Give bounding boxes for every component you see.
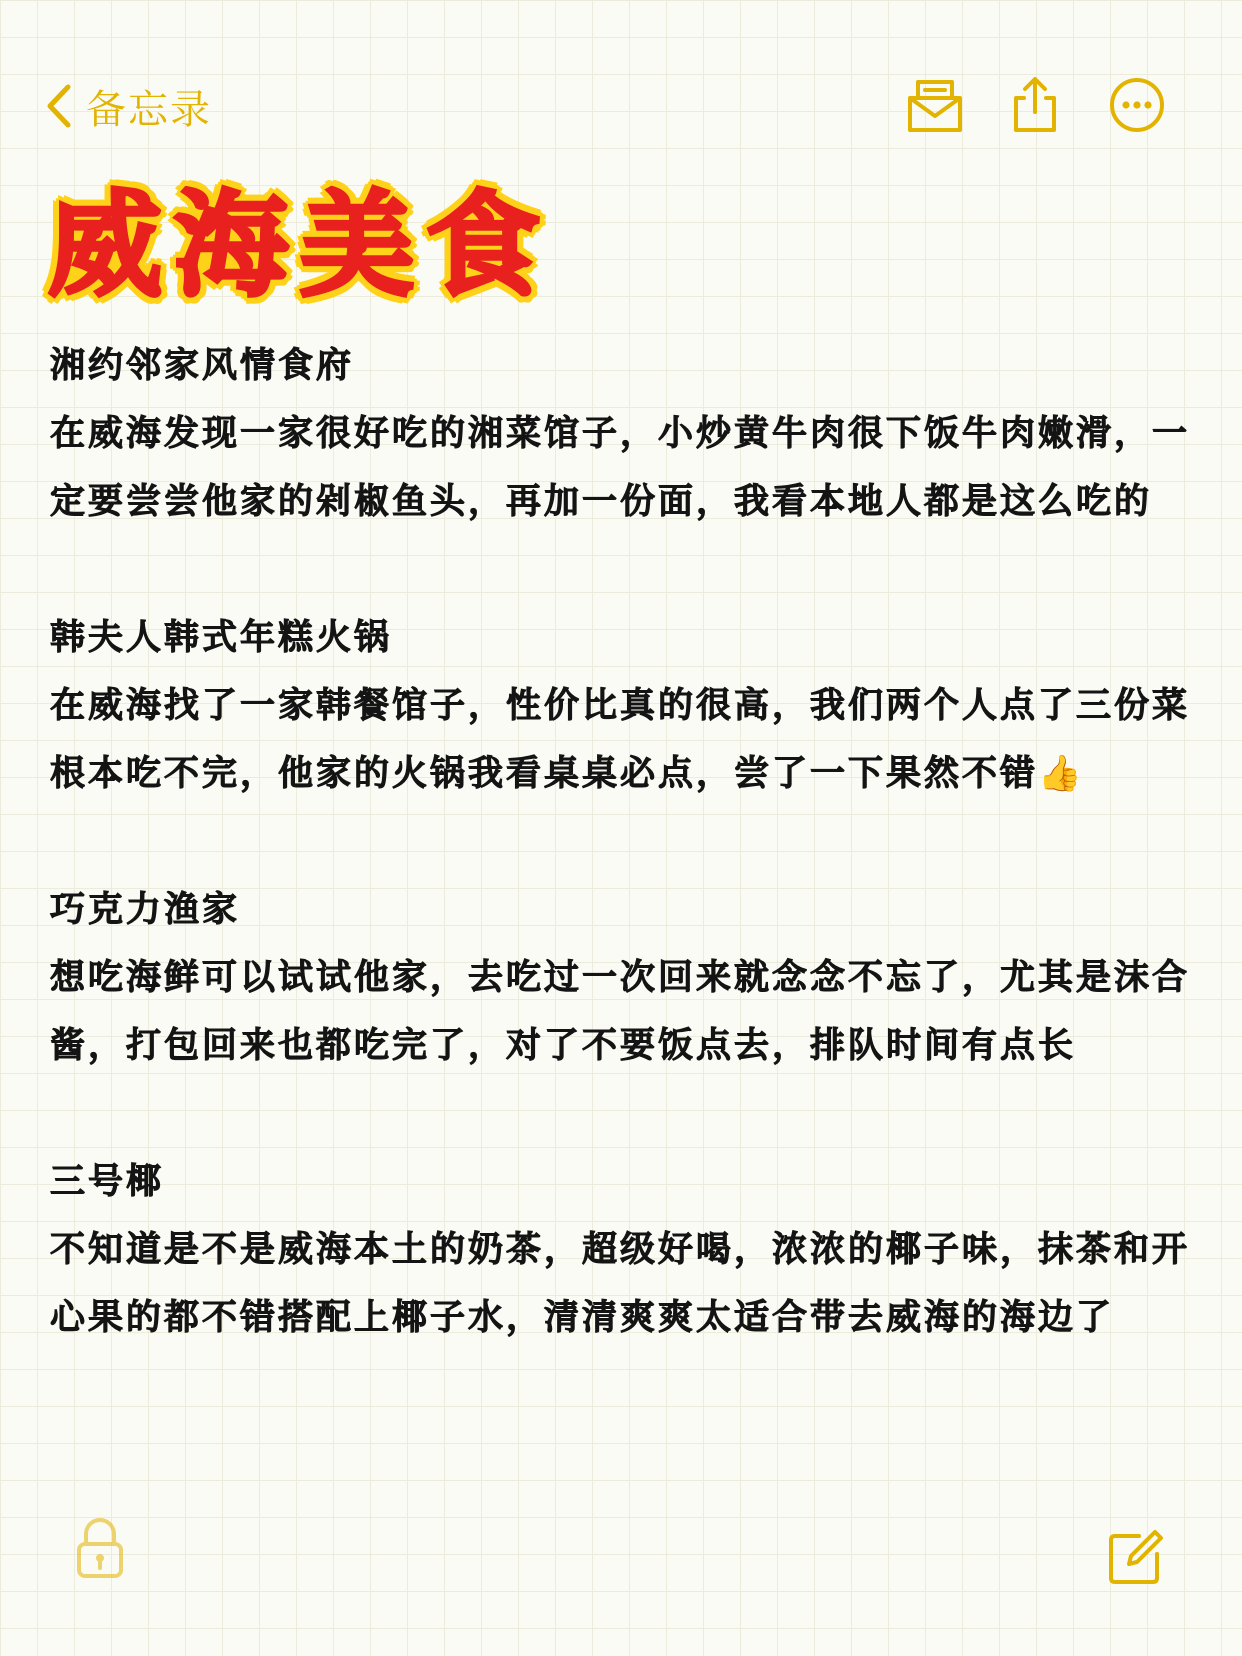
restaurant-entry <box>50 604 1195 808</box>
back-button[interactable] <box>44 78 212 134</box>
restaurant-entry <box>50 876 1195 1080</box>
more-icon[interactable] <box>1106 74 1168 136</box>
restaurant-entry <box>50 332 1195 536</box>
share-icon[interactable] <box>1004 74 1066 136</box>
note-body[interactable] <box>50 332 1195 1420</box>
restaurant-name: 湘约邻家风情食府 <box>50 346 355 386</box>
restaurant-name: 巧克力渔家 <box>50 890 241 930</box>
restaurant-description: 在威海找了一家韩餐馆子，性价比真的很高，我们两个人点了三份菜根本吃不完，他家的火锅我看桌桌必点，尝了一下果然不错👍 <box>50 686 1191 794</box>
mail-icon[interactable] <box>904 74 966 136</box>
restaurant-name: 韩夫人韩式年糕火锅 <box>50 618 393 658</box>
nav-bar <box>0 60 1242 150</box>
compose-icon[interactable] <box>1105 1528 1165 1588</box>
restaurant-entry <box>50 1148 1195 1352</box>
restaurant-name: 三号椰 <box>50 1162 165 1202</box>
lock-icon[interactable] <box>74 1518 126 1580</box>
restaurant-description: 想吃海鲜可以试试他家，去吃过一次回来就念念不忘了，尤其是沫合酱，打包回来也都吃完了，对了不要饭点去，排队时间有点长 <box>50 958 1191 1066</box>
title-area <box>48 176 552 326</box>
restaurant-description: 在威海发现一家很好吃的湘菜馆子，小炒黄牛肉很下饭牛肉嫩滑，一定要尝尝他家的剁椒鱼头，再加一份面，我看本地人都是这么吃的 <box>50 414 1191 522</box>
page-title: 威海美食 <box>48 179 553 312</box>
restaurant-description: 不知道是不是威海本土的奶茶，超级好喝，浓浓的椰子味，抹茶和开心果的都不错搭配上椰子水，清清爽爽太适合带去威海的海边了 <box>50 1230 1191 1338</box>
chevron-left-icon <box>44 83 74 129</box>
back-label: 备忘录 <box>86 86 212 133</box>
